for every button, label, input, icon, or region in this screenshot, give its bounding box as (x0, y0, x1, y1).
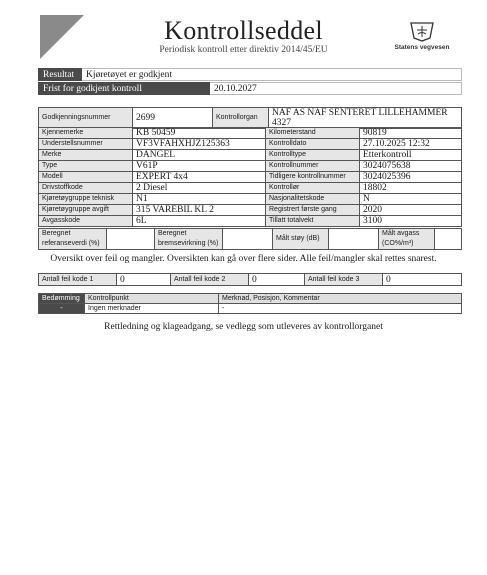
vehicle-field-label: Kontrolltype (266, 150, 360, 161)
brake-label: Beregnet bremsevirkning (%) (155, 229, 223, 250)
exhaust-label: Målt avgass (CO%/m³) (379, 229, 435, 250)
approval-number-label: Godkjenningsnummer (39, 108, 133, 129)
vehicle-row (39, 150, 462, 161)
vehicle-field-value: 3024075638 (360, 161, 462, 172)
ref-value (107, 229, 155, 250)
vehicle-field-value: V61P (133, 161, 266, 172)
vehicle-row (39, 161, 462, 172)
vehicle-row (39, 216, 462, 227)
vehicle-field-label: Merke (39, 150, 133, 161)
vehicle-field-value: 2020 (360, 205, 462, 216)
defects-table (38, 273, 462, 286)
vehicle-field-value: EXPERT 4x4 (133, 172, 266, 183)
vehicle-row (39, 128, 462, 139)
code3-label: Antall feil kode 3 (305, 274, 383, 286)
code2-value: 0 (249, 274, 305, 286)
remark-header: Merknad, Posisjon, Kommentar (219, 294, 462, 304)
vehicle-field-value: 2 Diesel (133, 183, 266, 194)
vehicle-field-value: 315 VAREBIL KL 2 (133, 205, 266, 216)
result-value: Kjøretøyet er godkjent (82, 68, 462, 81)
deadline-row (38, 82, 462, 95)
vehicle-field-value: N1 (133, 194, 266, 205)
vehicle-table (38, 127, 462, 227)
logo-text: Statens vegvesen (394, 44, 450, 51)
approval-number-value: 2699 (133, 108, 213, 129)
vehicle-field-label: Registrert første gang (266, 205, 360, 216)
noise-label: Målt støy (dB) (273, 229, 329, 250)
vehicle-field-value: KB 50459 (133, 128, 266, 139)
control-point-cell: Ingen merknader (85, 304, 219, 314)
noise-value (329, 229, 379, 250)
vehicle-field-label: Kjøretøygruppe avgift (39, 205, 133, 216)
vehicle-field-label: Nasjonalitetskode (266, 194, 360, 205)
vehicle-field-label: Avgasskode (39, 216, 133, 227)
overview-text: Oversikt over feil og mangler. Oversikten kan gå over flere sider. Alle feil/mangler skal rettes snarest. (50, 254, 437, 264)
vehicle-field-label: Kontrollør (266, 183, 360, 194)
vehicle-field-value: VF3VFAHXHJZ125363 (133, 139, 266, 150)
result-label: Resultat (38, 68, 82, 81)
remark-cell: - (219, 304, 462, 314)
vehicle-field-label: Understellsnummer (39, 139, 133, 150)
vehicle-row (39, 139, 462, 150)
ref-value-label: Beregnet referanseverdi (%) (39, 229, 107, 250)
vehicle-field-label: Kjennemerke (39, 128, 133, 139)
code2-label: Antall feil kode 2 (171, 274, 249, 286)
vehicle-row (39, 194, 462, 205)
code1-label: Antall feil kode 1 (39, 274, 117, 286)
control-point-header: Kontrollpunkt (85, 294, 219, 304)
statens-vegvesen-logo (392, 21, 452, 51)
vehicle-field-value: DANGEL (133, 150, 266, 161)
vehicle-row (39, 205, 462, 216)
vehicle-field-label: Modell (39, 172, 133, 183)
measurements-table (38, 228, 462, 250)
vehicle-field-value: N (360, 194, 462, 205)
vehicle-field-value: 6L (133, 216, 266, 227)
deadline-label: Frist for godkjent kontroll (38, 82, 210, 95)
vehicle-field-value: Etterkontroll (360, 150, 462, 161)
code3-value: 0 (383, 274, 462, 286)
org-value: NAF AS NAF SENTERET LILLEHAMMER 4327 (269, 108, 462, 129)
vehicle-field-label: Drivstoffkode (39, 183, 133, 194)
vehicle-field-value: 18802 (360, 183, 462, 194)
inspection-table (38, 293, 462, 314)
exhaust-value (435, 229, 462, 250)
vehicle-field-label: Kilometerstand (266, 128, 360, 139)
vehicle-field-value: 27.10.2025 12:32 (360, 139, 462, 150)
assessment-header: Bedømming (39, 294, 85, 304)
result-row (38, 68, 462, 81)
vehicle-field-label: Kontrolldato (266, 139, 360, 150)
approval-table (38, 107, 462, 129)
vehicle-field-label: Kjøretøygruppe teknisk (39, 194, 133, 205)
vehicle-row (39, 183, 462, 194)
vehicle-field-value: 3100 (360, 216, 462, 227)
deadline-value: 20.10.2027 (210, 82, 462, 95)
vehicle-row (39, 172, 462, 183)
page-title: Kontrollseddel (164, 16, 323, 45)
vehicle-field-value: 90819 (360, 128, 462, 139)
vehicle-field-label: Kontrollnummer (266, 161, 360, 172)
road-sign-icon (409, 21, 435, 43)
page-subtitle: Periodisk kontroll etter direktiv 2014/45/EU (159, 45, 328, 55)
vehicle-field-label: Tillatt totalvekt (266, 216, 360, 227)
code1-value: 0 (117, 274, 171, 286)
vehicle-field-label: Type (39, 161, 133, 172)
brake-value (223, 229, 273, 250)
vehicle-field-value: 3024025396 (360, 172, 462, 183)
vehicle-field-label: Tidligere kontrollnummer (266, 172, 360, 183)
assessment-cell: - (39, 304, 85, 314)
org-label: Kontrollorgan (213, 108, 269, 129)
footer-text: Rettledning og klageadgang, se vedlegg som utleveres av kontrollorganet (104, 322, 383, 332)
